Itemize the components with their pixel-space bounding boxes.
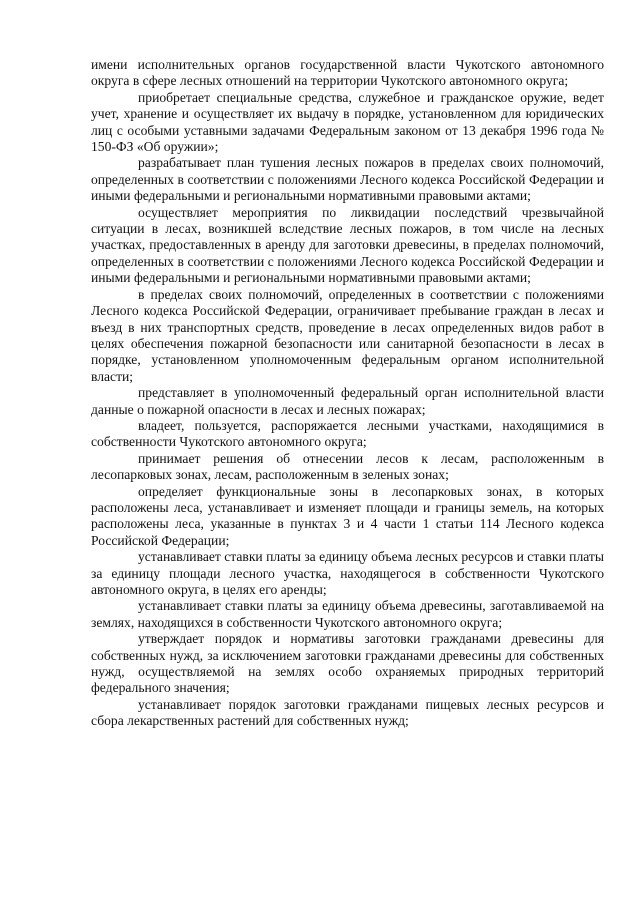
paragraph: устанавливает ставки платы за единицу объема лесных ресурсов и ставки платы за единицу площади лесного участка, находящегося в собственности Чукотского автономного округа, в целях его аренды; — [91, 549, 604, 597]
paragraph: устанавливает ставки платы за единицу объема древесины, заготавливаемой на землях, находящихся в собственности Чукотского автономного округа; — [91, 598, 604, 630]
paragraph: утверждает порядок и нормативы заготовки гражданами древесины для собственных нужд, за исключением заготовки гражданами древесины для собственных нужд, осуществляемой на землях особо охраняемых природных территорий федерального значения; — [91, 631, 604, 696]
paragraph: определяет функциональные зоны в лесопарковых зонах, в которых расположены леса, устанавливает и изменяет площади и границы земель, на которых расположены леса, указанные в пунктах 3 и 4 части 1 статьи 114 Лесного кодекса Российской Федерации; — [91, 483, 604, 548]
paragraph: устанавливает порядок заготовки гражданами пищевых лесных ресурсов и сбора лекарственных растений для собственных нужд; — [91, 696, 604, 729]
paragraph: владеет, пользуется, распоряжается лесными участками, находящимися в собственности Чукотского автономного округа; — [91, 417, 604, 450]
document-page — [91, 57, 604, 730]
paragraph: представляет в уполномоченный федеральный орган исполнительной власти данные о пожарной опасности в лесах и лесных пожарах; — [91, 385, 604, 417]
paragraph: принимает решения об отнесении лесов к лесам, расположенным в лесопарковых зонах, лесам, расположенным в зеленых зонах; — [91, 450, 604, 483]
paragraph: имени исполнительных органов государственной власти Чукотского автономного округа в сфере лесных отношений на территории Чукотского автономного округа; — [91, 57, 604, 89]
paragraph: в пределах своих полномочий, определенных в соответствии с положениями Лесного кодекса Российской Федерации, ограничивает пребывание граждан в лесах и въезд в них транспортных средств, проведение в лесах определенных видов работ в целях обеспечения пожарной безопасности или санитарной безопасности в лесах в порядке, установленном уполномоченным федеральным органом исполнительной власти; — [91, 286, 604, 384]
paragraph: приобретает специальные средства, служебное и гражданское оружие, ведет учет, хранение и осуществляет их выдачу в порядке, установленном для юридических лиц с особыми уставными задачами Федеральным законом от 13 декабря 1996 года № 150-ФЗ «Об оружии»; — [91, 89, 604, 155]
paragraph: разрабатывает план тушения лесных пожаров в пределах своих полномочий, определенных в соответствии с положениями Лесного кодекса Российской Федерации и иными федеральными и региональными нормативными правовыми актами; — [91, 155, 604, 204]
paragraph: осуществляет мероприятия по ликвидации последствий чрезвычайной ситуации в лесах, возникшей вследствие лесных пожаров, в том числе на лесных участках, предоставленных в аренду для заготовки древесины, в пределах полномочий, определенных в соответствии с положениями Лесного кодекса Российской Федерации и иными федеральными и региональными нормативными правовыми актами; — [91, 204, 604, 286]
